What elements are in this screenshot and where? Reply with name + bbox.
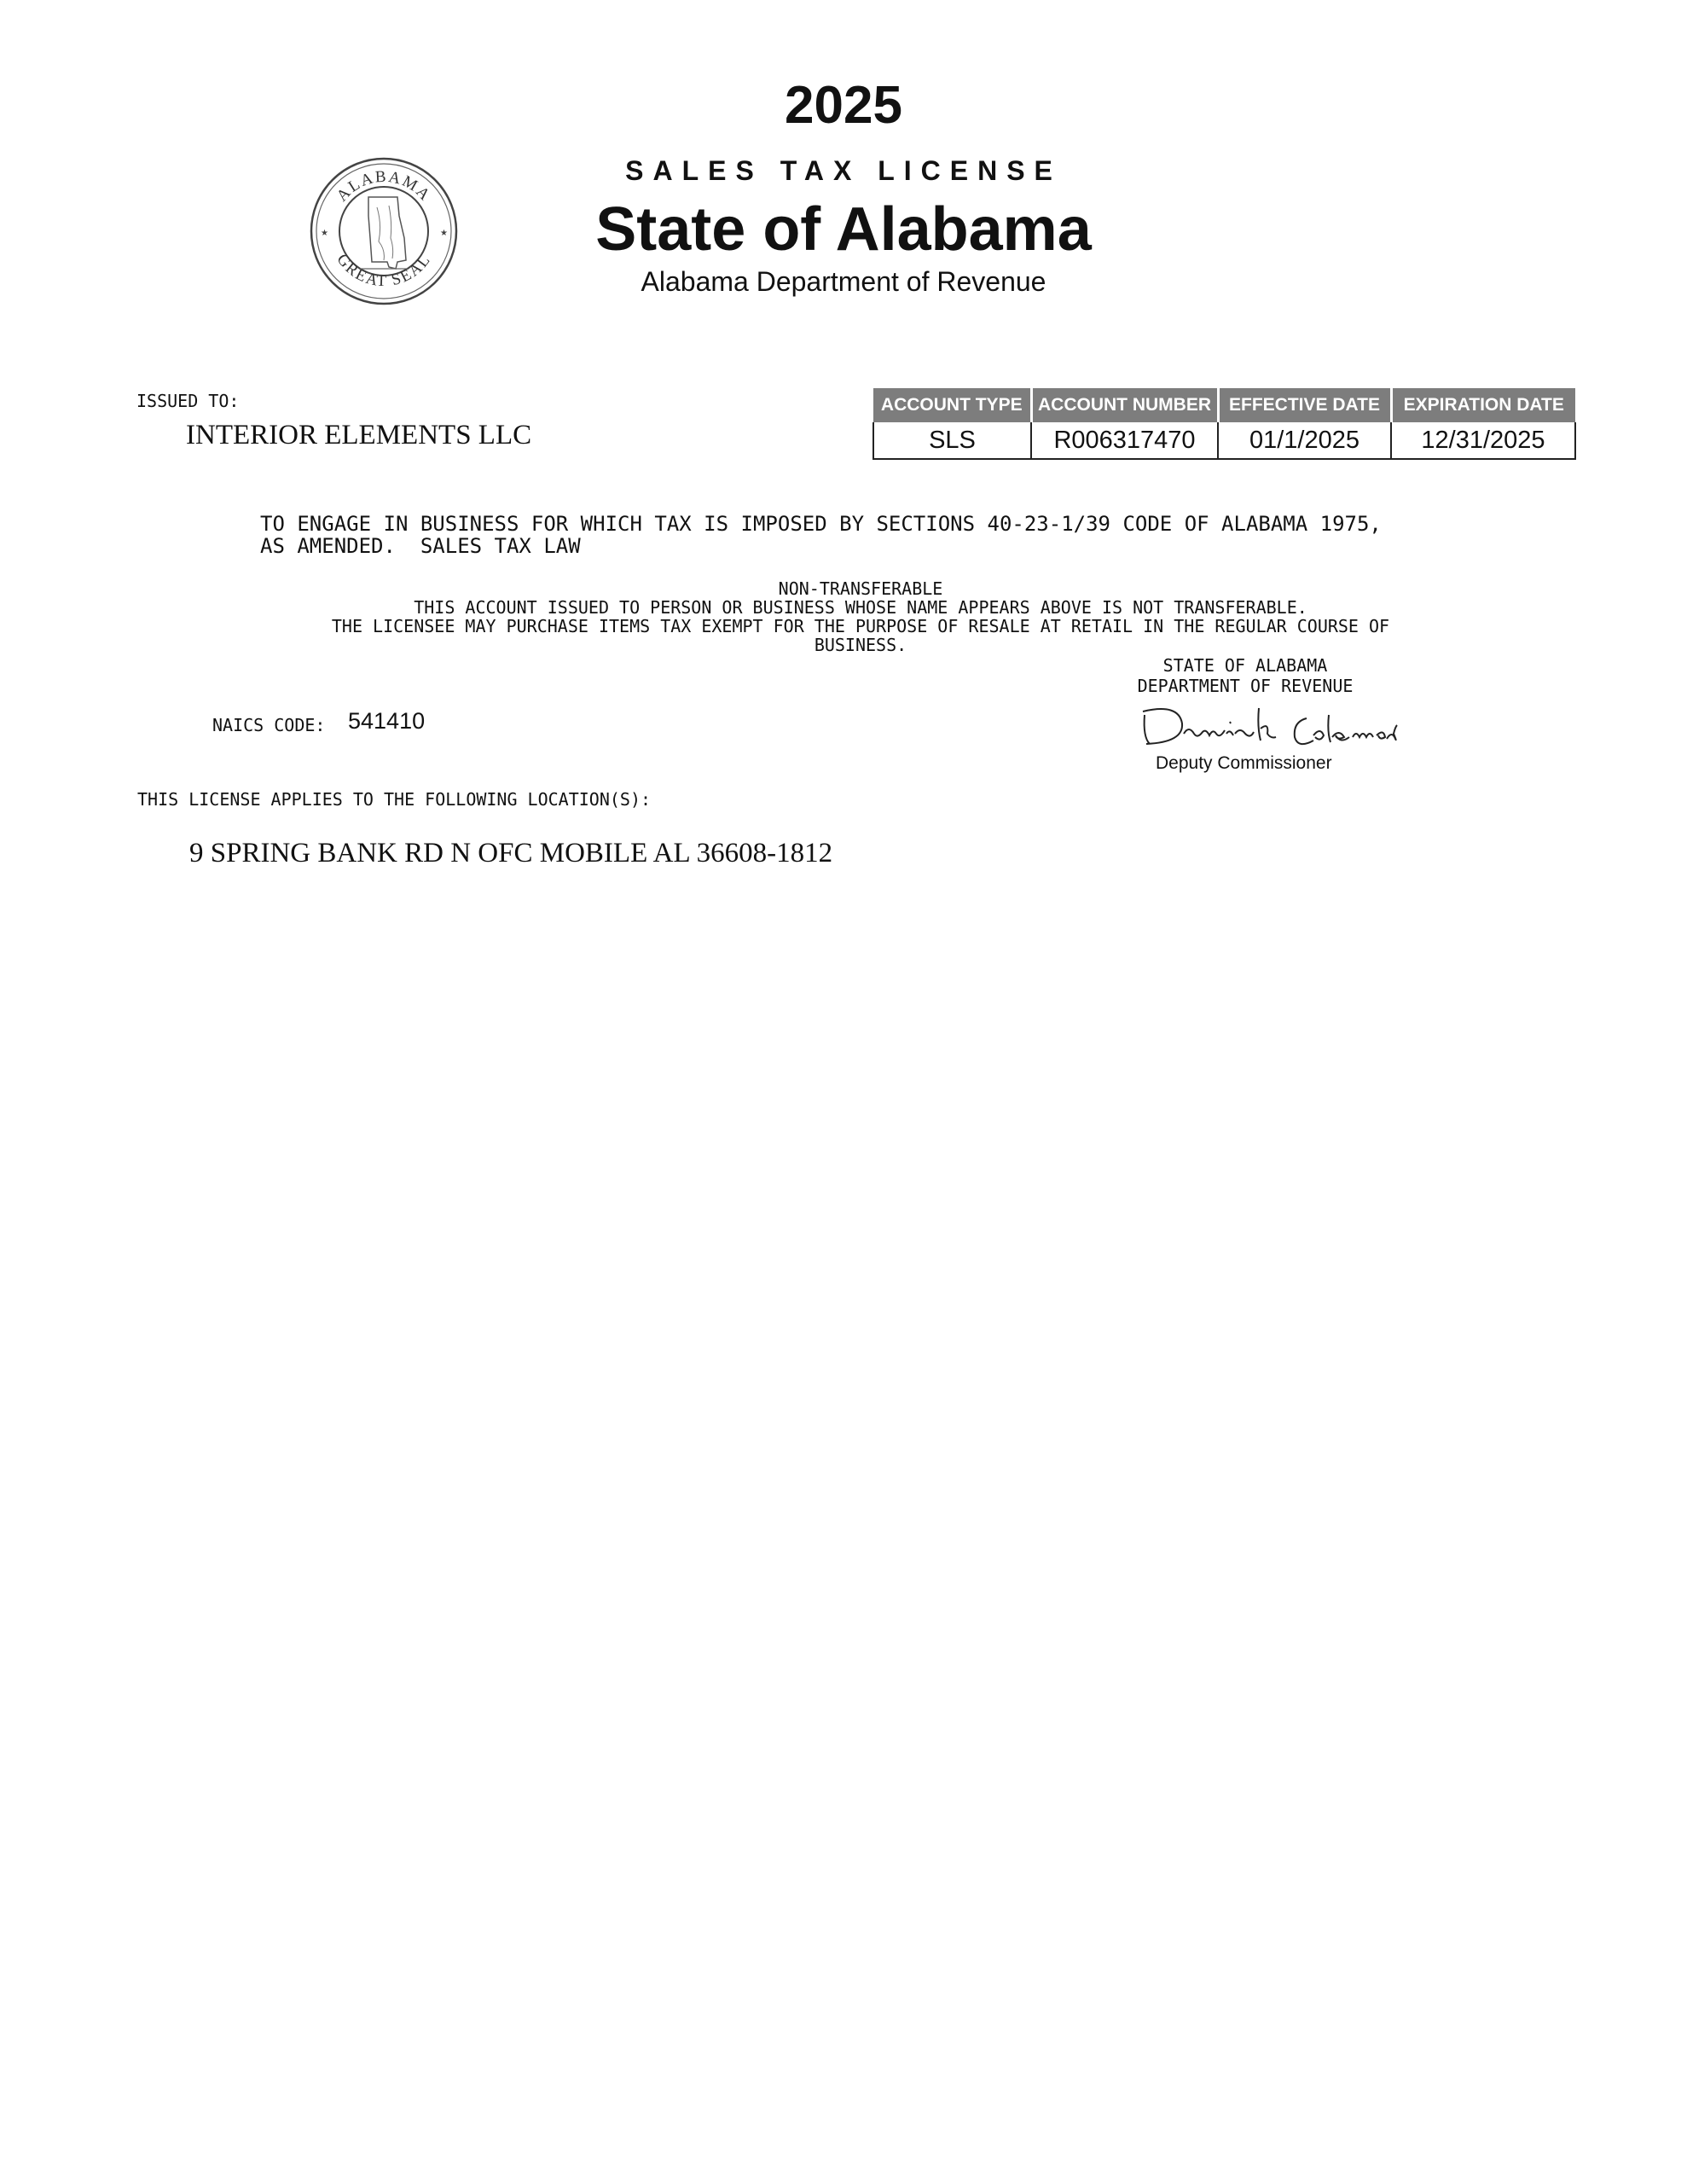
seal-top-text: ALABAMA [333, 167, 435, 206]
location-heading: THIS LICENSE APPLIES TO THE FOLLOWING LOCATION(S): [137, 789, 652, 810]
state-seal-icon [309, 156, 459, 306]
license-year: 2025 [785, 76, 902, 135]
account-number-value: R006317470 [1031, 422, 1218, 459]
state-title: State of Alabama [595, 195, 1092, 264]
signature-state-text: STATE OF ALABAMA [1162, 655, 1328, 676]
effective-date-value: 01/1/2025 [1218, 422, 1391, 459]
purpose-line-1: TO ENGAGE IN BUSINESS FOR WHICH TAX IS IMPOSED BY SECTIONS 40-23-1/39 CODE OF ALABAMA 1975, [260, 512, 1382, 536]
column-header-account-number: ACCOUNT NUMBER [1031, 388, 1218, 422]
column-header-effective-date: EFFECTIVE DATE [1218, 388, 1391, 422]
account-type-value: SLS [873, 422, 1031, 459]
expiration-date-value: 12/31/2025 [1391, 422, 1575, 459]
svg-text:★: ★ [321, 229, 328, 238]
handwritten-signature [1134, 689, 1399, 758]
account-table-header-row [873, 388, 1575, 422]
license-purpose [260, 513, 1382, 557]
naics-code-label: NAICS CODE: [212, 715, 326, 735]
column-header-expiration-date: EXPIRATION DATE [1391, 388, 1575, 422]
transfer-notice-line-1: THIS ACCOUNT ISSUED TO PERSON OR BUSINESS WHOSE NAME APPEARS ABOVE IS NOT TRANSFERABLE. [414, 597, 1307, 618]
issued-to-label: ISSUED TO: [136, 391, 240, 411]
transfer-notice-line-3: BUSINESS. [814, 635, 907, 655]
signature-department-text: DEPARTMENT OF REVENUE [1137, 676, 1354, 696]
column-header-account-type: ACCOUNT TYPE [873, 388, 1031, 422]
account-table-row [873, 422, 1575, 459]
department-name: Alabama Department of Revenue [641, 266, 1046, 297]
location-address: 9 SPRING BANK RD N OFC MOBILE AL 36608-1812 [189, 838, 833, 868]
licensee-name: INTERIOR ELEMENTS LLC [186, 420, 532, 450]
seal-bottom-text: GREAT SEAL [333, 250, 435, 291]
non-transferable-heading: NON-TRANSFERABLE [778, 578, 943, 599]
svg-text:★: ★ [440, 229, 448, 238]
signatory-title: Deputy Commissioner [1156, 753, 1332, 773]
purpose-line-2: AS AMENDED. SALES TAX LAW [260, 534, 581, 558]
license-type-heading: SALES TAX LICENSE [625, 155, 1062, 186]
account-info-table [872, 388, 1576, 460]
transfer-notice-line-2: THE LICENSEE MAY PURCHASE ITEMS TAX EXEMPT FOR THE PURPOSE OF RESALE AT RETAIL IN THE REGULAR COURSE OF [331, 616, 1390, 636]
naics-code-value: 541410 [348, 708, 426, 734]
